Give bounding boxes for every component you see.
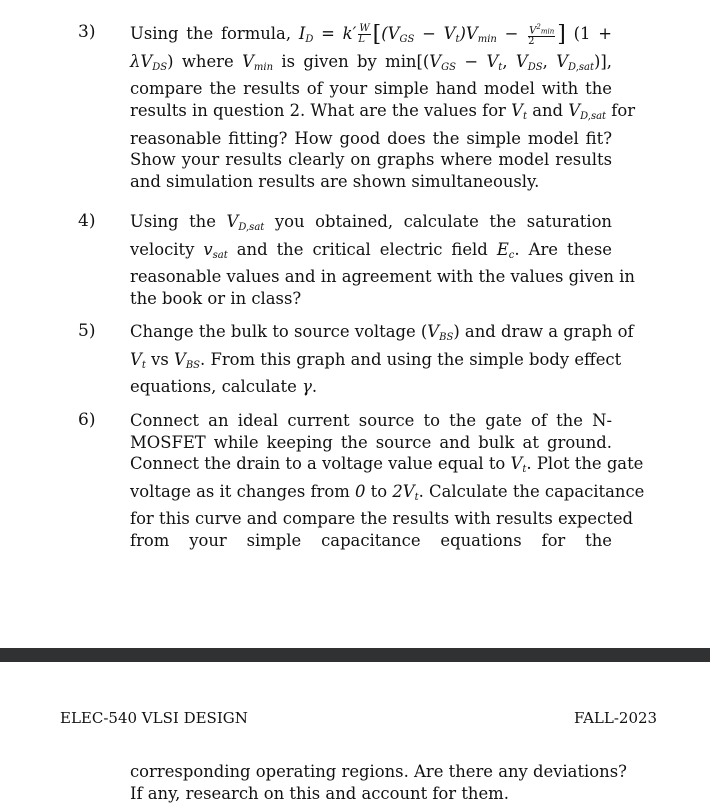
question-number: 4): [78, 211, 96, 231]
question-number: 3): [78, 22, 96, 42]
footer-semester: FALL-2023: [574, 709, 658, 727]
question-text: Change the bulk to source voltage $(V_{BS})$ and draw a graph of $V_t$ vs $V_{BS}$. From this graph and using the simple body effect equations, calculate γ.: [130, 322, 634, 397]
formula-line: Using the formula, $I_D = k'$ $\frac{W}{L}$ [$(V_{GS} - V_t)V_{min}$ − $\frac{V^2\min}{2}$ ] (1 +: [130, 22, 613, 48]
question-text: Using the $V_{D,sat}$ you obtained, calculate the saturation velocity $v_{sat}$ and the critical electric field $E_c$. Are these reasonable values and in agreement with the values given in the book or in class?: [130, 212, 635, 308]
question-text: Connect an ideal current source to the gate of the N- MOSFET while keeping the source and bulk at ground. Connect the drain to a voltage value equal to $V_t$. Plot the gate voltage as it changes from 0 to $2V_t$. Calculate the capacitance for this curve and compare the results with results expected from your simple capacitance equations for the: [130, 411, 645, 550]
page-break-divider: [0, 648, 710, 662]
continuation-text: corresponding operating regions. Are there any deviations? If any, research on this and account for them.: [130, 762, 627, 803]
question-number: 5): [78, 321, 96, 341]
footer-course-name: ELEC-540 VLSI DESIGN: [60, 709, 248, 727]
question-number: 6): [78, 410, 96, 430]
drain-current-formula: $I_D = k'$ $\frac{W}{L}$ [$(V_{GS} - V_t)V_{min}$ − $\frac{V^2\min}{2}$ ] (1 +: [298, 22, 613, 48]
vmin-definition-line: $\lambda V_{DS}$) where $V_{min}$ is given by $\min[(V_{GS} - V_t$, $V_{DS}$, $V_{D,sat}$)],: [130, 51, 612, 73]
question-text: Using the formula, $I_D = k'$ $\frac{W}{L}$ [$(V_{GS} - V_t)V_{min}$ − $\frac{V^2\min}{2}$ ] (1 + $\lambda V_{DS}$) where $V_{min}$ is given by $\min[(V_{GS} - V_t$, $V_{DS}$, $V_{D,sat}$)], compare the results of your simple hand model with the results in question 2. What are the values for $V_t$ and $V_{D,sat}$ for reasonable fitting? How good does the simple model fit? Show your results clearly on graphs where model results and simulation results are shown simultaneously.: [130, 22, 636, 191]
fit-question-line: results in question 2. What are the values for $V_t$ and $V_{D,sat}$ for: [130, 100, 636, 122]
